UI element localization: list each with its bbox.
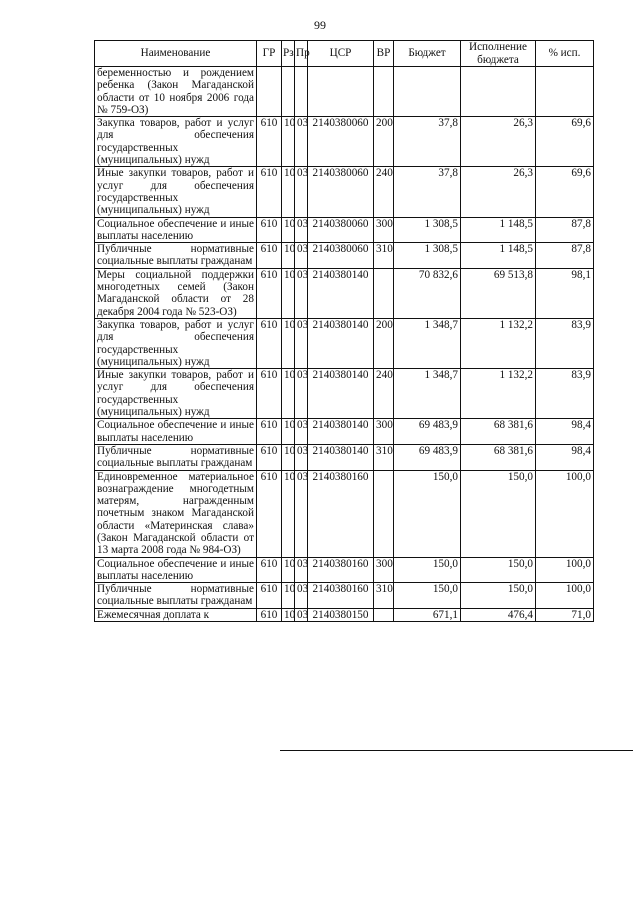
- cell-name: Социальное обеспечение и иные выплаты населению: [95, 419, 257, 445]
- cell-name: Социальное обеспечение и иные выплаты населению: [95, 557, 257, 583]
- cell-vr: 200: [374, 318, 394, 368]
- cell-csr: 2140380060: [308, 167, 374, 217]
- cell-name: Единовременное материальное вознаграждение многодетным матерям, награжденным почетным знаком Магаданской области «Материнская слава» (Закон Магаданской области от 13 марта 2008 года № 984-ОЗ): [95, 470, 257, 557]
- cell-csr: 2140380140: [308, 444, 374, 470]
- table-header-row: [95, 41, 594, 67]
- cell-name: Публичные нормативные социальные выплаты гражданам: [95, 243, 257, 269]
- cell-gr: 610: [257, 557, 282, 583]
- header-percent: % исп.: [536, 41, 594, 67]
- cell-budget: 70 832,6: [394, 268, 461, 318]
- cell-execution: 150,0: [461, 557, 536, 583]
- cell-name: Публичные нормативные социальные выплаты гражданам: [95, 444, 257, 470]
- cell-vr: 240: [374, 369, 394, 419]
- cell-execution: 68 381,6: [461, 444, 536, 470]
- cell-percent: 69,6: [536, 117, 594, 167]
- cell-name: беременностью и рождением ребенка (Закон Магаданской области от 10 ноября 2006 года № 759-ОЗ): [95, 67, 257, 117]
- cell-name: Социальное обеспечение и иные выплаты населению: [95, 217, 257, 243]
- cell-percent: 100,0: [536, 470, 594, 557]
- table-row: [95, 369, 594, 419]
- page-number: 99: [314, 18, 326, 32]
- table-row: [95, 608, 594, 621]
- cell-budget: 1 348,7: [394, 369, 461, 419]
- cell-rz: 10: [282, 268, 295, 318]
- header-budget: Бюджет: [394, 41, 461, 67]
- cell-gr: 610: [257, 268, 282, 318]
- cell-rz: 10: [282, 583, 295, 609]
- cell-vr: [374, 268, 394, 318]
- header-csr: ЦСР: [308, 41, 374, 67]
- cell-percent: 83,9: [536, 369, 594, 419]
- cell-gr: 610: [257, 243, 282, 269]
- cell-vr: 310: [374, 243, 394, 269]
- cell-pr: 03: [295, 318, 308, 368]
- cell-budget: 150,0: [394, 583, 461, 609]
- cell-gr: 610: [257, 444, 282, 470]
- cell-rz: 10: [282, 217, 295, 243]
- cell-csr: 2140380140: [308, 318, 374, 368]
- cell-csr: 2140380140: [308, 268, 374, 318]
- cell-csr: 2140380150: [308, 608, 374, 621]
- header-pr: Пр: [295, 41, 308, 67]
- cell-pr: 03: [295, 419, 308, 445]
- table-body: [95, 67, 594, 622]
- cell-rz: 10: [282, 369, 295, 419]
- cell-pr: 03: [295, 217, 308, 243]
- cell-vr: 300: [374, 217, 394, 243]
- cell-pr: 03: [295, 557, 308, 583]
- cell-gr: 610: [257, 318, 282, 368]
- cell-pr: 03: [295, 167, 308, 217]
- table-row: [95, 557, 594, 583]
- cell-percent: 100,0: [536, 557, 594, 583]
- cell-name: Меры социальной поддержки многодетных семей (Закон Магаданской области от 28 декабря 2004 года № 523-ОЗ): [95, 268, 257, 318]
- cell-percent: 87,8: [536, 217, 594, 243]
- cell-name: Иные закупки товаров, работ и услуг для обеспечения государственных (муниципальных) нужд: [95, 369, 257, 419]
- table-row: [95, 470, 594, 557]
- cell-percent: 100,0: [536, 583, 594, 609]
- cell-name: Публичные нормативные социальные выплаты гражданам: [95, 583, 257, 609]
- cell-vr: 310: [374, 583, 394, 609]
- cell-name: Закупка товаров, работ и услуг для обеспечения государственных (муниципальных) нужд: [95, 318, 257, 368]
- header-execution: Исполнение бюджета: [461, 41, 536, 67]
- cell-execution: 1 132,2: [461, 369, 536, 419]
- cell-execution: 68 381,6: [461, 419, 536, 445]
- cell-rz: 10: [282, 318, 295, 368]
- cell-csr: 2140380060: [308, 117, 374, 167]
- table-row: [95, 167, 594, 217]
- header-gr: ГР: [257, 41, 282, 67]
- cell-percent: 83,9: [536, 318, 594, 368]
- cell-percent: 98,4: [536, 444, 594, 470]
- cell-rz: 10: [282, 557, 295, 583]
- cell-pr: [295, 67, 308, 117]
- table-row: [95, 583, 594, 609]
- cell-gr: 610: [257, 117, 282, 167]
- cell-execution: 150,0: [461, 583, 536, 609]
- footer-divider: [280, 750, 633, 751]
- cell-gr: [257, 67, 282, 117]
- table-row: [95, 67, 594, 117]
- cell-budget: 671,1: [394, 608, 461, 621]
- cell-percent: [536, 67, 594, 117]
- table-row: [95, 117, 594, 167]
- cell-execution: [461, 67, 536, 117]
- cell-csr: [308, 67, 374, 117]
- cell-pr: 03: [295, 117, 308, 167]
- cell-execution: 26,3: [461, 167, 536, 217]
- cell-budget: 37,8: [394, 117, 461, 167]
- cell-rz: 10: [282, 117, 295, 167]
- cell-csr: 2140380160: [308, 557, 374, 583]
- table-row: [95, 268, 594, 318]
- cell-pr: 03: [295, 608, 308, 621]
- cell-gr: 610: [257, 167, 282, 217]
- cell-budget: 150,0: [394, 557, 461, 583]
- cell-vr: 310: [374, 444, 394, 470]
- budget-table: [94, 40, 594, 622]
- cell-percent: 98,4: [536, 419, 594, 445]
- cell-budget: 69 483,9: [394, 419, 461, 445]
- cell-percent: 87,8: [536, 243, 594, 269]
- cell-rz: 10: [282, 444, 295, 470]
- cell-execution: 1 132,2: [461, 318, 536, 368]
- cell-budget: 150,0: [394, 470, 461, 557]
- cell-vr: [374, 67, 394, 117]
- cell-budget: 1 348,7: [394, 318, 461, 368]
- cell-budget: [394, 67, 461, 117]
- table-row: [95, 318, 594, 368]
- cell-budget: 37,8: [394, 167, 461, 217]
- cell-csr: 2140380160: [308, 583, 374, 609]
- cell-vr: [374, 470, 394, 557]
- cell-percent: 69,6: [536, 167, 594, 217]
- cell-vr: 240: [374, 167, 394, 217]
- cell-budget: 69 483,9: [394, 444, 461, 470]
- cell-execution: 476,4: [461, 608, 536, 621]
- cell-gr: 610: [257, 419, 282, 445]
- cell-pr: 03: [295, 583, 308, 609]
- cell-csr: 2140380140: [308, 419, 374, 445]
- cell-rz: [282, 67, 295, 117]
- cell-csr: 2140380060: [308, 243, 374, 269]
- table-row: [95, 419, 594, 445]
- header-name: Наименование: [95, 41, 257, 67]
- cell-gr: 610: [257, 583, 282, 609]
- cell-percent: 98,1: [536, 268, 594, 318]
- cell-rz: 10: [282, 608, 295, 621]
- cell-vr: 200: [374, 117, 394, 167]
- cell-execution: 69 513,8: [461, 268, 536, 318]
- cell-csr: 2140380060: [308, 217, 374, 243]
- cell-budget: 1 308,5: [394, 243, 461, 269]
- cell-gr: 610: [257, 608, 282, 621]
- header-rz: Рз: [282, 41, 295, 67]
- cell-rz: 10: [282, 167, 295, 217]
- cell-execution: 1 148,5: [461, 217, 536, 243]
- cell-rz: 10: [282, 243, 295, 269]
- header-vr: ВР: [374, 41, 394, 67]
- cell-pr: 03: [295, 444, 308, 470]
- cell-execution: 150,0: [461, 470, 536, 557]
- cell-csr: 2140380140: [308, 369, 374, 419]
- cell-pr: 03: [295, 369, 308, 419]
- cell-name: Иные закупки товаров, работ и услуг для обеспечения государственных (муниципальных) нужд: [95, 167, 257, 217]
- cell-execution: 1 148,5: [461, 243, 536, 269]
- cell-vr: [374, 608, 394, 621]
- cell-name: Закупка товаров, работ и услуг для обеспечения государственных (муниципальных) нужд: [95, 117, 257, 167]
- cell-execution: 26,3: [461, 117, 536, 167]
- table-row: [95, 217, 594, 243]
- cell-rz: 10: [282, 470, 295, 557]
- cell-gr: 610: [257, 369, 282, 419]
- cell-percent: 71,0: [536, 608, 594, 621]
- cell-vr: 300: [374, 557, 394, 583]
- table-row: [95, 243, 594, 269]
- cell-rz: 10: [282, 419, 295, 445]
- cell-pr: 03: [295, 268, 308, 318]
- cell-gr: 610: [257, 470, 282, 557]
- cell-csr: 2140380160: [308, 470, 374, 557]
- table-row: [95, 444, 594, 470]
- cell-pr: 03: [295, 243, 308, 269]
- cell-budget: 1 308,5: [394, 217, 461, 243]
- cell-pr: 03: [295, 470, 308, 557]
- cell-gr: 610: [257, 217, 282, 243]
- cell-name: Ежемесячная доплата к: [95, 608, 257, 621]
- cell-vr: 300: [374, 419, 394, 445]
